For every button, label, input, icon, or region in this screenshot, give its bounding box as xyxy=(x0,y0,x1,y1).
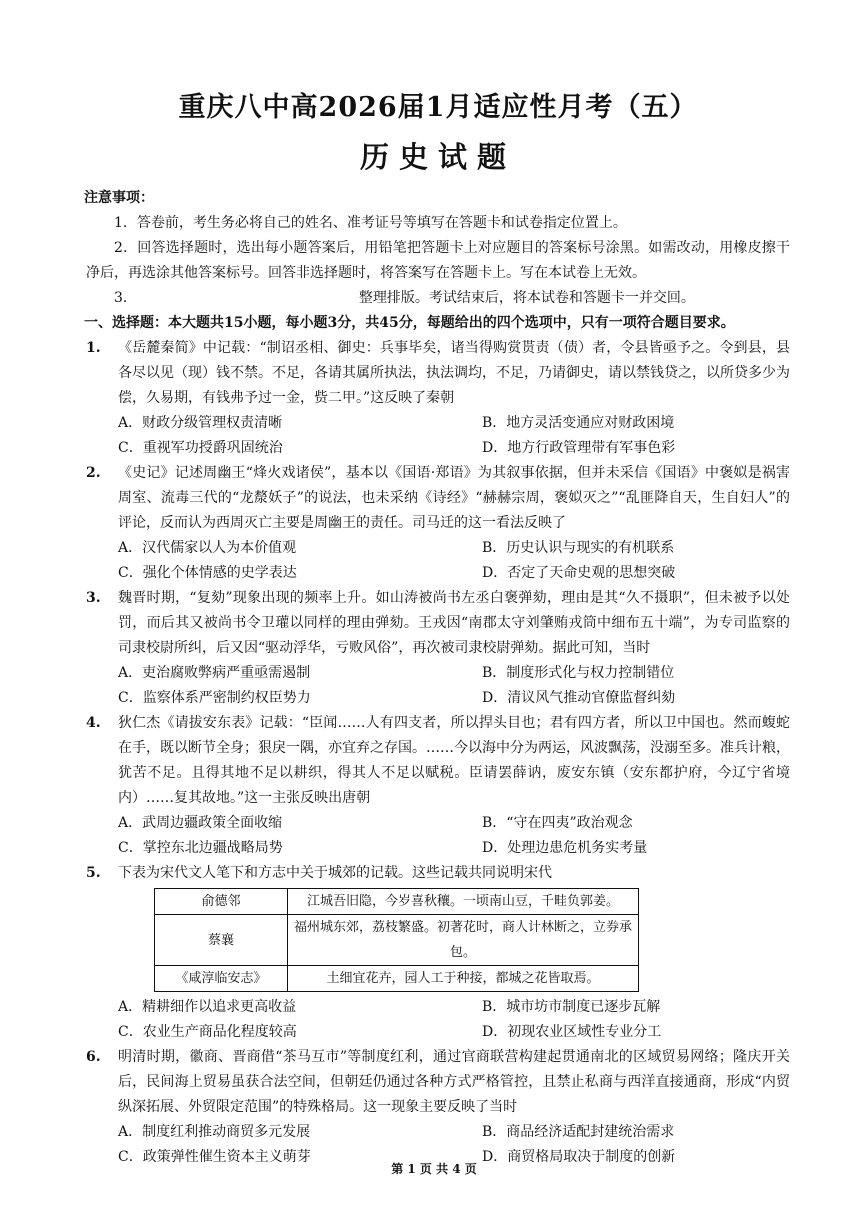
option-b: B．商品经济适配封建统治需求 xyxy=(482,1124,675,1140)
notice-item-1: 1．答卷前，考生务必将自己的姓名、准考证号等填写在答题卡和试卷指定位置上。 xyxy=(114,215,627,231)
option-d: D．商贸格局取决于制度的创新 xyxy=(482,1149,676,1165)
options xyxy=(118,411,790,461)
question-stem: 魏晋时期，“复劾”现象出现的频率上升。如山涛被尚书左丞白褒弹劾，理由是其“久不摄职”，但未被予以处罚，而后其又被尚书令卫瓘以同样的理由弹劾。王戎因“南郡太守刘肇贿戎筒中细布五十端”，为专司监察的司隶校尉所纠，后又因“驱动浮华，亏败风俗”，再次被司隶校尉弹劾。据此可知，当时 xyxy=(118,590,790,656)
notice-item-3-number: 3． xyxy=(114,290,137,306)
notice-item-2: 2．回答选择题时，选出每小题答案后，用铅笔把答题卡上对应题目的答案标号涂黑。如需改动，用橡皮擦干净后，再选涂其他答案标号。回答非选择题时，将答案写在答题卡上。写在本试卷上无效。 xyxy=(86,240,790,281)
exam-title: 重庆八中高2026届1月适应性月考（五） xyxy=(178,92,698,123)
option-a: A．吏治腐败弊病严重亟需遏制 xyxy=(118,665,311,681)
option-a: A．精耕细作以追求更高收益 xyxy=(118,999,297,1015)
notice-item-3 xyxy=(86,286,790,311)
question-number: 4. xyxy=(86,715,101,731)
option-d: D．清议风气推动官僚监督纠劾 xyxy=(482,690,676,706)
table-row xyxy=(155,966,639,992)
option-c: C．重视军功授爵巩固统治 xyxy=(118,440,283,456)
question-number: 6. xyxy=(86,1049,101,1065)
option-a: A．汉代儒家以人为本价值观 xyxy=(118,540,297,556)
option-d: D．初现农业区域性专业分工 xyxy=(482,1024,662,1040)
exam-subject: 历史试题 xyxy=(359,140,516,174)
option-c: C．监察体系严密制约权臣势力 xyxy=(118,690,311,706)
table-row xyxy=(155,915,639,966)
options xyxy=(118,661,790,711)
question-1 xyxy=(86,336,790,461)
option-a: A．制度红利推动商贸多元发展 xyxy=(118,1124,311,1140)
option-c: C．强化个体情感的史学表达 xyxy=(118,565,297,581)
option-b: B．历史认识与现实的有机联系 xyxy=(482,540,675,556)
question-number: 5. xyxy=(86,865,101,881)
question-5 xyxy=(86,861,790,1045)
table-cell-record: 福州城东郊，荔枝繁盛。初著花时，商人计林断之，立券承包。 xyxy=(288,915,639,966)
option-c: C．农业生产商品化程度较高 xyxy=(118,1024,297,1040)
question-stem: 《史记》记述周幽王“烽火戏诸侯”，基本以《国语·郑语》为其叙事依据，但并未采信《国语》中褒姒是祸害周室、流毒三代的“龙漦妖子”的说法，也未采纳《诗经》“赫赫宗周，褒姒灭之”“乱匪降自天，生自妇人”的评论，反而认为西周灭亡主要是周幽王的责任。司马迁的这一看法反映了 xyxy=(118,465,790,531)
notice-item-3-text: 整理排版。考试结束后，将本试卷和答题卡一并交回。 xyxy=(358,290,695,306)
options xyxy=(118,536,790,586)
option-b: B．地方灵活变通应对财政困境 xyxy=(482,415,675,431)
table-row xyxy=(155,889,639,915)
question-number: 3. xyxy=(86,590,101,606)
option-b: B．“守在四夷”政治观念 xyxy=(482,815,633,831)
option-d: D．否定了天命史观的思想突破 xyxy=(482,565,676,581)
table-cell-source: 蔡襄 xyxy=(155,915,288,966)
option-b: B．城市坊市制度已逐步瓦解 xyxy=(482,999,661,1015)
option-b: B．制度形式化与权力控制错位 xyxy=(482,665,675,681)
options xyxy=(118,811,790,861)
question-stem: 下表为宋代文人笔下和方志中关于城郊的记载。这些记载共同说明宋代 xyxy=(118,865,552,881)
source-table xyxy=(154,888,639,992)
question-stem: 狄仁杰《请拔安东表》记载：“臣闻……人有四支者，所以捍头目也；君有四方者，所以卫中国也。然而蝮蛇在手，既以断节全身；狠戾一隅，亦宜弃之存国。……今以海中分为两运，风波飘荡，没溺至多。准兵计粮，犹苦不足。且得其地不足以耕织，得其人不足以赋税。臣请罢薛讷，废安东镇（安东都护府，今辽宁省境内）……复其故地。”这一主张反映出唐朝 xyxy=(118,715,790,806)
option-d: D．处理边患危机务实考量 xyxy=(482,840,648,856)
option-c: C．掌控东北边疆战略局势 xyxy=(118,840,283,856)
question-2 xyxy=(86,461,790,586)
question-stem: 《岳麓秦简》中记载：“制诏丞相、御史：兵事毕矣，诸当得购赏贳责（债）者，令县皆亟予之。令到县，县各尽以见（现）钱不禁。不足，各请其属所执法，执法调均，不足，乃请御史，请以禁钱贷之，以所贷多少为偿，久易期，有钱弗予过一金，赀二甲。”这反映了秦朝 xyxy=(118,340,790,406)
page-footer: 第 1 页 共 4 页 xyxy=(391,1162,477,1176)
question-number: 1. xyxy=(86,340,101,356)
options xyxy=(118,995,790,1045)
question-number: 2. xyxy=(86,465,101,481)
table-cell-source: 俞德邻 xyxy=(155,889,288,915)
question-3 xyxy=(86,586,790,711)
option-a: A．武周边疆政策全面收缩 xyxy=(118,815,283,831)
question-stem: 明清时期，徽商、晋商借“茶马互市”等制度红利，通过官商联营构建起贯通南北的区域贸易网络；隆庆开关后，民间海上贸易虽获合法空间，但朝廷仍通过各种方式严格管控，且禁止私商与西洋直接通商，形成“内贸纵深拓展、外贸限定范围”的特殊格局。这一现象主要反映了当时 xyxy=(118,1049,790,1115)
section-heading: 一、选择题：本大题共15小题，每小题3分，共45分，每题给出的四个选项中，只有一项符合题目要求。 xyxy=(84,315,735,331)
question-4 xyxy=(86,711,790,861)
question-6 xyxy=(86,1045,790,1170)
table-cell-source: 《咸淳临安志》 xyxy=(155,966,288,992)
notice-heading: 注意事项： xyxy=(84,190,154,206)
table-cell-record: 土细宜花卉，园人工于种接，都城之花皆取焉。 xyxy=(288,966,639,992)
option-d: D．地方行政管理带有军事色彩 xyxy=(482,440,676,456)
table-cell-record: 江城吾旧隐，今岁喜秋穰。一顷南山豆，千畦负郭姜。 xyxy=(288,889,639,915)
option-a: A．财政分级管理权责清晰 xyxy=(118,415,283,431)
option-c: C．政策弹性催生资本主义萌芽 xyxy=(118,1149,311,1165)
